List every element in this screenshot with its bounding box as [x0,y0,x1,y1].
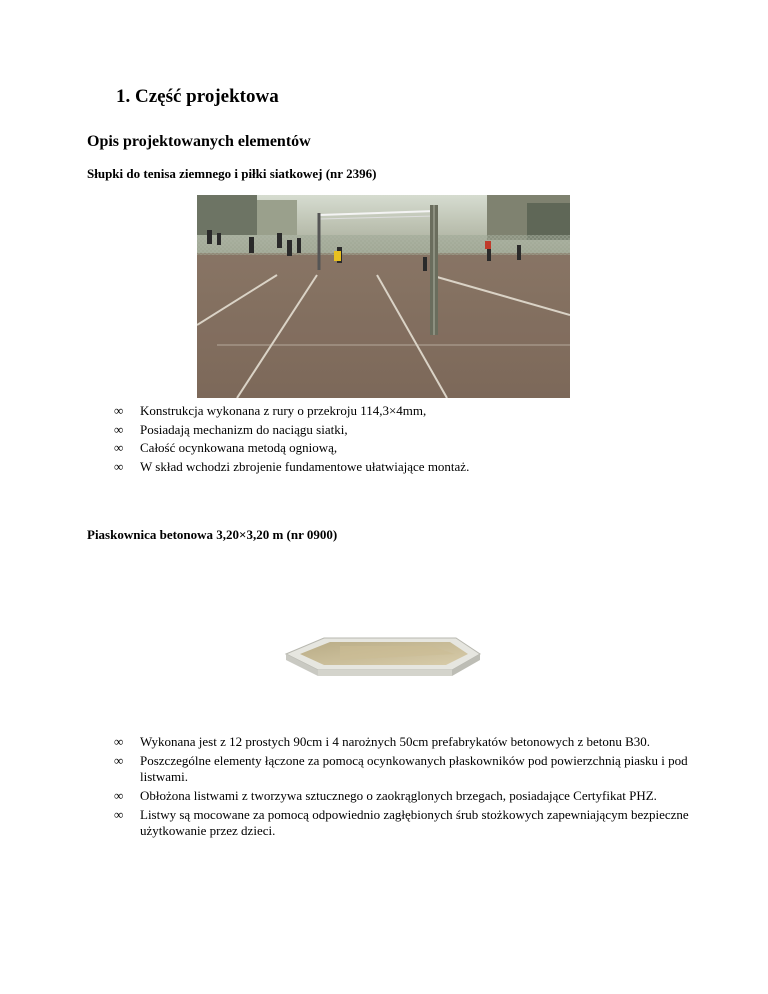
bullet-icon: ∞ [114,421,124,437]
bullet-icon: ∞ [114,753,124,768]
bullet-icon: ∞ [114,440,124,455]
net-posts-features [114,403,700,477]
item-title-sandpit: Piaskownica betonowa 3,20×3,20 m (nr 0900) [87,527,338,542]
sandpit-features [114,734,700,842]
bullet-icon: ∞ [114,788,124,803]
bullet-icon: ∞ [114,734,124,749]
sandpit-photo [280,542,490,722]
section-heading: Opis projektowanych elementów [87,133,311,150]
bullet-icon: ∞ [114,403,124,418]
list-item: ∞ Poszczególne elementy łączone za pomocą ocynkowanych płaskowników pod powierzchnią piasku i pod listwami. [114,753,688,784]
list-item: ∞ Całość ocynkowana metodą ogniową, [114,440,338,455]
list-item: ∞ Obłożona listwami z tworzywa sztucznego o zaokrąglonych brzegach, posiadające Certyfikat PHZ. [114,788,657,803]
list-item: ∞ Konstrukcja wykonana z rury o przekroju 114,3×4mm, [114,403,427,418]
list-item: ∞ Listwy są mocowane za pomocą odpowiednio zagłębionych śrub stożkowych zapewniającym bezpieczne użytkowanie przez dzieci. [114,807,689,838]
list-item: ∞ Posiadają mechanizm do naciągu siatki, [114,421,348,437]
page-title: 1. Część projektowa [116,86,279,107]
list-item: ∞ Wykonana jest z 12 prostych 90cm i 4 narożnych 50cm prefabrykatów betonowych z betonu B30. [114,734,651,749]
item-title-net-posts: Słupki do tenisa ziemnego i piłki siatkowej (nr 2396) [87,166,377,181]
bullet-icon: ∞ [114,807,124,822]
bullet-icon: ∞ [114,458,124,474]
list-item: ∞ W skład wchodzi zbrojenie fundamentowe ułatwiające montaż. [114,458,470,474]
net-posts-photo [197,195,570,398]
